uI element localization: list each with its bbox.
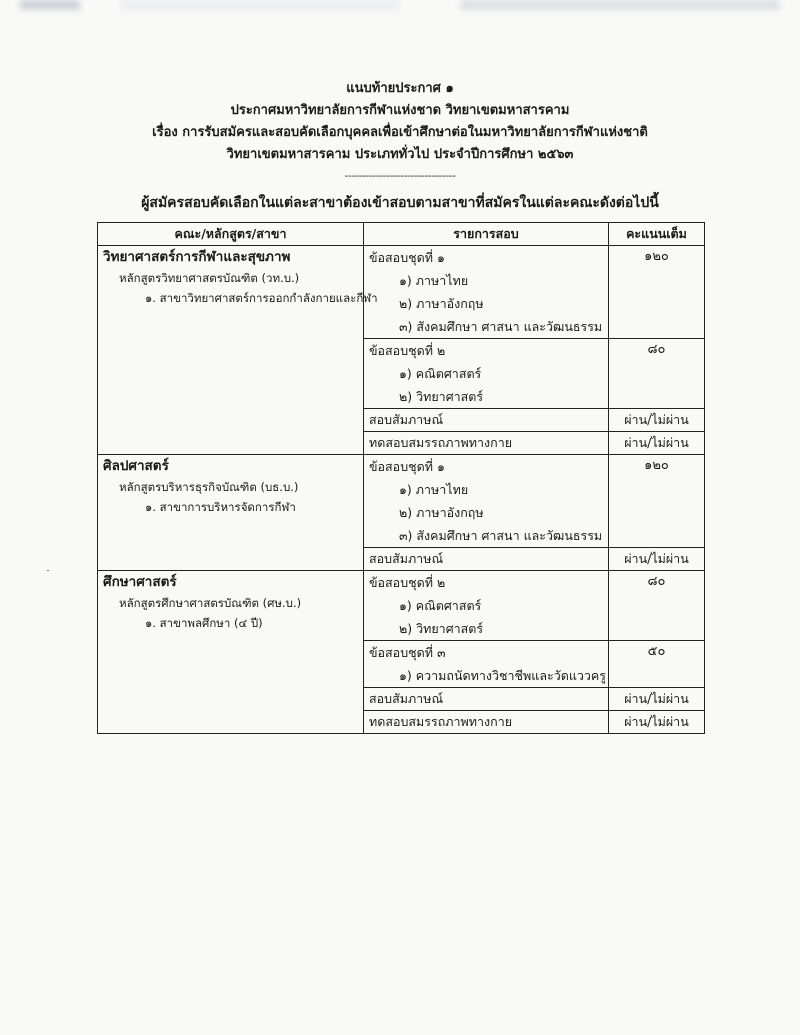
exam-set-cell xyxy=(364,339,609,409)
scan-smudge xyxy=(460,0,780,10)
major-name: ๑. สาขาพลศึกษา (๔ ปี) xyxy=(145,616,263,630)
exam-table-body xyxy=(98,246,705,734)
faculty-cell xyxy=(98,246,378,455)
pass-fail-cell: ผ่าน/ไม่ผ่าน xyxy=(609,688,705,711)
exam-item-cell: สอบสัมภาษณ์ xyxy=(364,409,609,432)
announcement-subject: เรื่อง การรับสมัครและสอบคัดเลือกบุคคลเพื่อเข้าศึกษาต่อในมหาวิทยาลัยการกีฬาแห่งชาติ xyxy=(152,125,648,140)
exam-item-cell: ทดสอบสมรรถภาพทางกาย xyxy=(364,711,609,734)
exam-set-title: ข้อสอบชุดที่ ๑ xyxy=(369,250,445,265)
announcement-title: ประกาศมหาวิทยาลัยการกีฬาแห่งชาด วิทยาเขตมหาสารคาม xyxy=(230,103,570,118)
exam-subject: ๒) ภาษาอังกฤษ xyxy=(399,296,484,311)
announcement-subject-cont: วิทยาเขตมหาสารคาม ประเภททั่วไป ประจำปีการศึกษา ๒๕๖๓ xyxy=(226,147,574,162)
table-row xyxy=(98,571,705,641)
exam-item-cell: สอบสัมภาษณ์ xyxy=(364,688,609,711)
faculty-cell xyxy=(98,455,364,571)
column-header-score: คะแนนเต็ม xyxy=(609,223,705,246)
exam-set-cell xyxy=(364,246,609,339)
scan-smudge xyxy=(120,0,400,10)
exam-subject: ๓) สังคมศึกษา ศาสนา และวัฒนธรรม xyxy=(399,319,603,334)
exam-set-cell xyxy=(364,455,609,548)
faculty-name: ศิลปศาสตร์ xyxy=(103,458,169,474)
major-name: ๑. สาขาวิทยาศาสตร์การออกกำลังกายและกีฬา xyxy=(145,291,378,305)
full-score-cell: ๘๐ xyxy=(609,571,705,641)
pass-fail-cell: ผ่าน/ไม่ผ่าน xyxy=(609,432,705,455)
document-header xyxy=(0,78,800,182)
exam-set-title: ข้อสอบชุดที่ ๑ xyxy=(369,459,445,474)
exam-subject: ๑) คณิตศาสตร์ xyxy=(399,598,482,613)
major-name: ๑. สาขาการบริหารจัดการกีฬา xyxy=(145,500,296,514)
exam-set-cell xyxy=(364,641,609,688)
exam-item-cell: ทดสอบสมรรถภาพทางกาย xyxy=(364,432,609,455)
program-name: หลักสูตรวิทยาศาสตรบัณฑิต (วท.บ.) xyxy=(119,271,300,285)
faculty-name: วิทยาศาสตร์การกีฬาและสุขภาพ xyxy=(103,249,291,265)
announcement-attachment-title: แนบท้ายประกาศ ๑ xyxy=(346,81,454,96)
exam-subject: ๒) วิทยาศาสตร์ xyxy=(399,389,484,404)
exam-set-title: ข้อสอบชุดที่ ๒ xyxy=(369,343,446,358)
exam-subject: ๒) ภาษาอังกฤษ xyxy=(399,505,484,520)
pass-fail-cell: ผ่าน/ไม่ผ่าน xyxy=(609,711,705,734)
exam-subject: ๑) ความถนัดทางวิชาชีพและวัดแววครู xyxy=(399,668,607,683)
intro-text: ผู้สมัครสอบคัดเลือกในแต่ละสาขาต้องเข้าสอบตามสาขาที่สมัครในแต่ละคณะดังต่อไปนี้ xyxy=(141,195,659,211)
exam-subject: ๑) คณิตศาสตร์ xyxy=(399,366,482,381)
table-header-row xyxy=(98,223,705,246)
table-row xyxy=(98,455,705,548)
exam-subject: ๒) วิทยาศาสตร์ xyxy=(399,621,484,636)
table-row xyxy=(98,246,705,339)
pass-fail-cell: ผ่าน/ไม่ผ่าน xyxy=(609,548,705,571)
full-score-cell: ๘๐ xyxy=(609,339,705,409)
header-divider: -------------------------------- xyxy=(344,169,456,182)
full-score-cell: ๑๒๐ xyxy=(609,455,705,548)
exam-item-cell: สอบสัมภาษณ์ xyxy=(364,548,609,571)
faculty-name: ศึกษาศาสตร์ xyxy=(103,574,177,590)
program-name: หลักสูตรบริหารธุรกิจบัณฑิต (บธ.บ.) xyxy=(119,480,299,494)
faculty-cell xyxy=(98,571,364,734)
full-score-cell: ๑๒๐ xyxy=(609,246,705,339)
column-header-faculty: คณะ/หลักสูตร/สาขา xyxy=(98,223,364,246)
exam-set-title: ข้อสอบชุดที่ ๒ xyxy=(369,575,446,590)
scan-speck xyxy=(47,570,49,571)
column-header-exam: รายการสอบ xyxy=(364,223,609,246)
scan-smudge xyxy=(20,0,80,10)
exam-subject: ๓) สังคมศึกษา ศาสนา และวัฒนธรรม xyxy=(399,528,603,543)
full-score-cell: ๕๐ xyxy=(609,641,705,688)
exam-table xyxy=(97,222,705,734)
pass-fail-cell: ผ่าน/ไม่ผ่าน xyxy=(609,409,705,432)
exam-subject: ๑) ภาษาไทย xyxy=(399,482,469,497)
program-name: หลักสูตรศึกษาศาสตรบัณฑิต (ศษ.บ.) xyxy=(119,596,302,610)
exam-set-cell xyxy=(364,571,609,641)
exam-subject: ๑) ภาษาไทย xyxy=(399,273,469,288)
exam-set-title: ข้อสอบชุดที่ ๓ xyxy=(369,645,446,660)
